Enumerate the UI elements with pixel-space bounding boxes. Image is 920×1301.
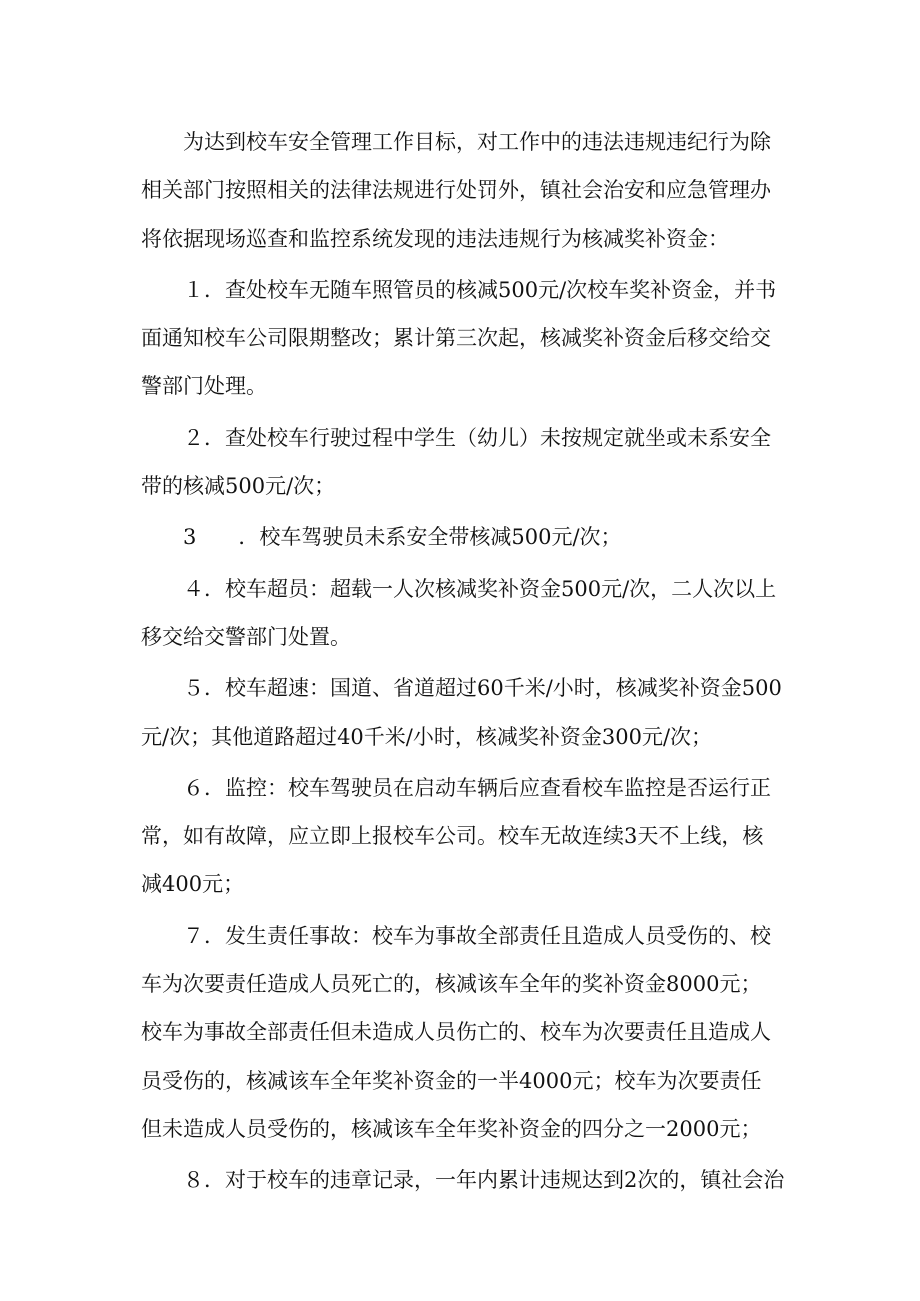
item-6-line-1: ６．监控：校车驾驶员在启动车辆后应查看校车监控是否运行正 — [183, 775, 771, 800]
item-2-line-2: 带的核减500元/次； — [141, 474, 336, 499]
item-7-line-2: 车为次要责任造成人员死亡的，核减该车全年的奖补资金8000元； — [141, 972, 762, 997]
item-6-line-2: 常，如有故障，应立即上报校车公司。校车无故连续3天不上线，核 — [141, 824, 764, 849]
item-3-line-1: 3 ．校车驾驶员未系安全带核减500元/次； — [183, 525, 622, 550]
item-5-line-2: 元/次；其他道路超过40千米/小时，核减奖补资金300元/次； — [141, 724, 713, 749]
item-7-line-4: 员受伤的，核减该车全年奖补资金的一半4000元；校车为次要责任 — [141, 1068, 762, 1093]
item-8-line-1: ８．对于校车的违章记录，一年内累计违规达到2次的，镇社会治 — [183, 1168, 785, 1193]
intro-paragraph-line-2: 相关部门按照相关的法律法规进行处罚外，镇社会治安和应急管理办 — [141, 178, 771, 203]
item-5-line-1: ５．校车超速：国道、省道超过60千米/小时，核减奖补资金500 — [183, 676, 782, 701]
item-6-line-3: 减400元； — [141, 872, 245, 897]
item-7-line-1: ７．发生责任事故：校车为事故全部责任且造成人员受伤的、校 — [183, 923, 771, 948]
item-2-line-1: ２．查处校车行驶过程中学生（幼儿）未按规定就坐或未系安全 — [183, 425, 771, 450]
intro-paragraph-line-1: 为达到校车安全管理工作目标，对工作中的违法违规违纪行为除 — [183, 130, 771, 154]
item-1-line-1: １．查处校车无随车照管员的核减500元/次校车奖补资金，并书 — [183, 277, 777, 302]
item-7-line-5: 但未造成人员受伤的，核减该车全年奖补资金的四分之一2000元； — [141, 1116, 762, 1141]
item-7-line-3: 校车为事故全部责任但未造成人员伤亡的、校车为次要责任且造成人 — [141, 1020, 771, 1045]
item-4-line-2: 移交给交警部门处置。 — [141, 624, 351, 649]
item-1-line-3: 警部门处理。 — [141, 374, 267, 399]
item-1-line-2: 面通知校车公司限期整改；累计第三次起，核减奖补资金后移交给交 — [141, 326, 771, 351]
document-body — [141, 118, 786, 1205]
item-4-line-1: ４．校车超员：超载一人次核减奖补资金500元/次，二人次以上 — [183, 576, 777, 601]
intro-paragraph-line-3: 将依据现场巡查和监控系统发现的违法违规行为核减奖补资金： — [141, 226, 729, 251]
